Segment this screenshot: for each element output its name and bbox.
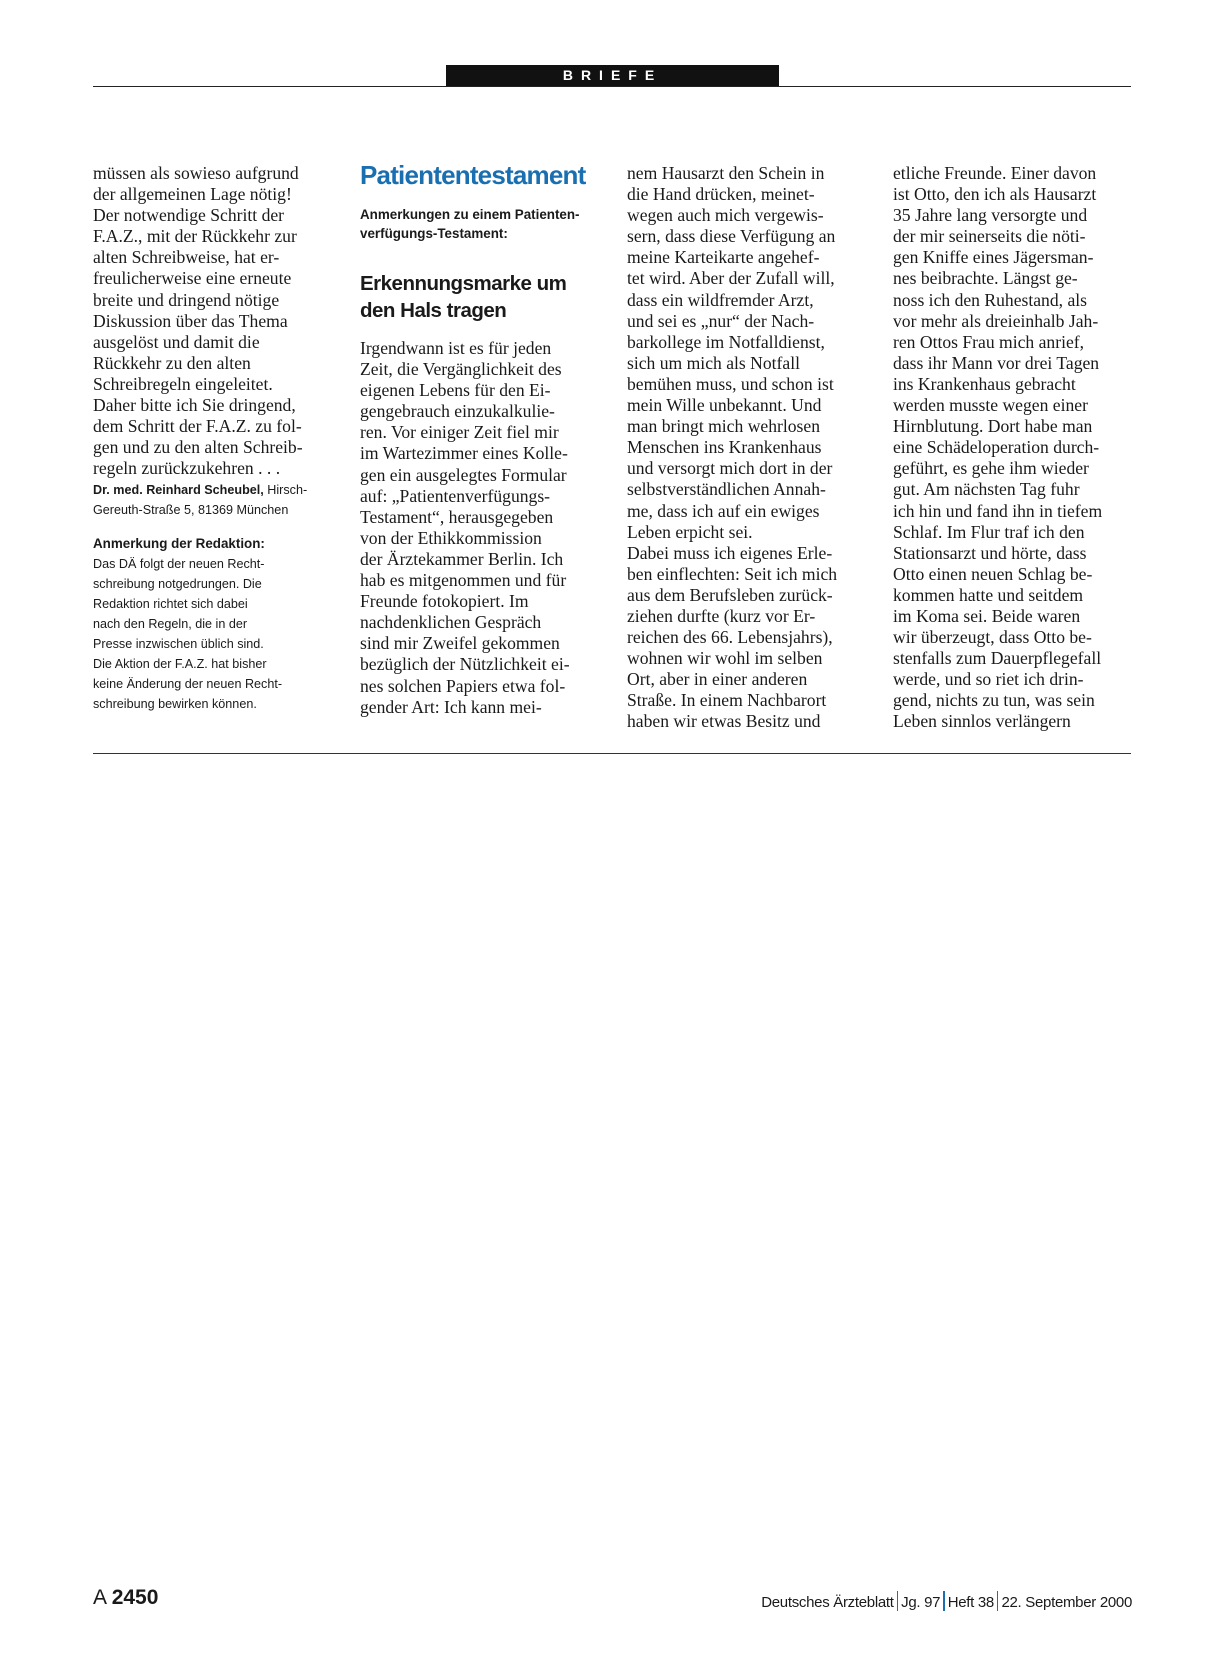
- text-line: ziehen durfte (kurz vor Er-: [627, 605, 816, 626]
- text-line: Schlaf. Im Flur traf ich den: [893, 521, 1085, 542]
- text-line: die Hand drücken, meinet-: [627, 184, 815, 205]
- page-number: [93, 1586, 158, 1610]
- text-line: eine Schädeloperation durch-: [893, 437, 1100, 458]
- text-line: barkollege im Notfalldienst,: [627, 331, 825, 352]
- text-line: selbstverständlichen Annah-: [627, 479, 826, 500]
- signature: [93, 480, 333, 520]
- text-line: nes beibrachte. Längst ge-: [893, 268, 1078, 289]
- footer-separator: [943, 1591, 945, 1611]
- text-line: noss ich den Ruhestand, als: [893, 289, 1087, 310]
- signature-name: Dr. med. Reinhard Scheubel,: [93, 483, 264, 498]
- text-line: ren Ottos Frau mich anrief,: [893, 331, 1085, 352]
- page-prefix: A: [93, 1586, 112, 1609]
- text-line: ich hin und fand ihn in tiefem: [893, 500, 1103, 521]
- text-line: haben wir etwas Besitz und: [627, 711, 821, 732]
- text-line: schreibung notgedrungen. Die: [93, 577, 262, 592]
- text-line: Leben sinnlos verlängern: [893, 711, 1071, 732]
- text-line: gend, nichts zu tun, was sein: [893, 690, 1095, 711]
- text-line: wohnen wir wohl im selben: [627, 648, 823, 669]
- text-line: ren. Vor einiger Zeit fiel mir: [360, 422, 559, 443]
- text-line: Daher bitte ich Sie dringend,: [93, 395, 296, 416]
- text-line: Anmerkungen zu einem Patienten-: [360, 207, 580, 222]
- text-line: der mir seinerseits die nöti-: [893, 226, 1086, 247]
- text-line: bemühen muss, und schon ist: [627, 373, 834, 394]
- journal-volume: Jg. 97: [901, 1594, 941, 1611]
- text-line: wegen auch mich vergewis-: [627, 205, 824, 226]
- text-line: Otto einen neuen Schlag be-: [893, 563, 1093, 584]
- text-line: gen und zu den alten Schreib-: [93, 437, 303, 458]
- text-line: gen Kniffe eines Jägersman-: [893, 247, 1094, 268]
- text-line: müssen als sowieso aufgrund: [93, 163, 299, 183]
- text-line: von der Ethikkommission: [360, 527, 542, 548]
- text-line: Rückkehr zu den alten: [93, 352, 251, 373]
- text-line: gut. Am nächsten Tag fuhr: [893, 479, 1080, 500]
- section-header: BRIEFE: [446, 65, 779, 86]
- signature-address-2: Gereuth-Straße 5, 81369 München: [93, 503, 289, 518]
- journal-name: Deutsches Ärzteblatt: [761, 1594, 894, 1611]
- text-line: Stationsarzt und hörte, dass: [893, 542, 1087, 563]
- text-line: sern, dass diese Verfügung an: [627, 226, 836, 247]
- text-line: gengebrauch einzukalkulie-: [360, 401, 555, 422]
- text-line: Das DÄ folgt der neuen Recht-: [93, 557, 265, 572]
- text-line: sich um mich als Notfall: [627, 352, 800, 373]
- text-line: 35 Jahre lang versorgte und: [893, 205, 1088, 226]
- text-line: mein Wille unbekannt. Und: [627, 395, 822, 416]
- text-line: ausgelöst und damit die: [93, 331, 260, 352]
- text-line: Schreibregeln eingeleitet.: [93, 373, 273, 394]
- text-line: Hirnblutung. Dort habe man: [893, 416, 1093, 437]
- signature-address-1: Hirsch-: [263, 483, 308, 498]
- column-1-text: [93, 163, 333, 479]
- text-line: kommen hatte und seitdem: [893, 584, 1084, 605]
- text-line: der allgemeinen Lage nötig!: [93, 184, 292, 205]
- column-4-text: [893, 163, 1133, 733]
- text-line: werden musste wegen einer: [893, 395, 1088, 416]
- text-line: Diskussion über das Thema: [93, 310, 288, 331]
- text-line: Presse inzwischen üblich sind.: [93, 637, 264, 652]
- text-line: eigenen Lebens für den Ei-: [360, 380, 551, 401]
- text-line: dass ihr Mann vor drei Tagen: [893, 352, 1100, 373]
- text-line: nes solchen Papiers etwa fol-: [360, 675, 566, 696]
- journal-date: 22. September 2000: [1001, 1594, 1132, 1611]
- column-3: [627, 163, 867, 733]
- text-line: und sei es „nur“ der Nach-: [627, 310, 815, 331]
- text-line: meine Karteikarte angehef-: [627, 247, 820, 268]
- footer-separator: [897, 1591, 899, 1611]
- article-intro: [360, 205, 600, 243]
- text-line: Freunde fotokopiert. Im: [360, 591, 529, 612]
- text-line: regeln zurückzukehren . . .: [93, 458, 281, 479]
- text-line: den Hals tragen: [360, 299, 507, 322]
- column-4: [893, 163, 1133, 733]
- header-rule: [93, 86, 1131, 87]
- text-line: aus dem Berufsleben zurück-: [627, 584, 833, 605]
- text-line: reichen des 66. Lebensjahrs),: [627, 627, 833, 648]
- journal-issue: Heft 38: [947, 1594, 994, 1611]
- text-line: wir überzeugt, dass Otto be-: [893, 627, 1092, 648]
- text-line: freulicherweise eine erneute: [93, 268, 292, 289]
- text-line: sind mir Zweifel gekommen: [360, 633, 560, 654]
- page-number-value: 2450: [111, 1586, 159, 1609]
- text-line: Redaktion richtet sich dabei: [93, 597, 248, 612]
- text-line: breite und dringend nötige: [93, 289, 280, 310]
- text-line: stenfalls zum Dauerpflegefall: [893, 648, 1102, 669]
- text-line: dass ein wildfremder Arzt,: [627, 289, 814, 310]
- column-2-text: [360, 338, 600, 718]
- text-line: man bringt mich wehrlosen: [627, 416, 820, 437]
- text-line: nem Hausarzt den Schein in: [627, 163, 825, 183]
- text-line: geführt, es gehe ihm wieder: [893, 458, 1089, 479]
- article-subheading: [360, 270, 600, 324]
- text-line: F.A.Z., mit der Rückkehr zur: [93, 226, 297, 247]
- text-line: alten Schreibweise, hat er-: [93, 247, 280, 268]
- text-line: im Wartezimmer eines Kolle-: [360, 443, 568, 464]
- text-line: nach den Regeln, die in der: [93, 617, 248, 632]
- text-line: Straße. In einem Nachbarort: [627, 690, 827, 711]
- text-line: hab es mitgenommen und für: [360, 570, 567, 591]
- text-line: Dabei muss ich eigenes Erle-: [627, 542, 833, 563]
- text-line: bezüglich der Nützlichkeit ei-: [360, 654, 570, 675]
- column-1: [93, 163, 333, 714]
- text-line: gender Art: Ich kann mei-: [360, 696, 542, 717]
- text-line: Ort, aber in einer anderen: [627, 669, 808, 690]
- text-line: werde, und so riet ich drin-: [893, 669, 1084, 690]
- text-line: gen ein ausgelegtes Formular: [360, 464, 567, 485]
- text-line: Zeit, die Vergänglichkeit des: [360, 359, 562, 380]
- text-line: vor mehr als dreieinhalb Jah-: [893, 310, 1099, 331]
- text-line: Erkennungsmarke um: [360, 272, 567, 295]
- text-line: verfügungs-Testament:: [360, 226, 508, 241]
- text-line: dem Schritt der F.A.Z. zu fol-: [93, 416, 302, 437]
- text-line: me, dass ich auf ein ewiges: [627, 500, 820, 521]
- text-line: Leben erpicht sei.: [627, 521, 753, 542]
- text-line: nachdenklichen Gespräch: [360, 612, 542, 633]
- text-line: auf: „Patientenverfügungs-: [360, 485, 551, 506]
- text-line: ist Otto, den ich als Hausarzt: [893, 184, 1097, 205]
- column-2: [360, 160, 600, 718]
- text-line: schreibung bewirken können.: [93, 697, 257, 712]
- content-bottom-rule: [93, 753, 1131, 754]
- text-line: der Ärztekammer Berlin. Ich: [360, 548, 564, 569]
- text-line: Testament“, herausgegeben: [360, 506, 554, 527]
- text-line: Die Aktion der F.A.Z. hat bisher: [93, 657, 267, 672]
- text-line: Menschen ins Krankenhaus: [627, 437, 822, 458]
- text-line: tet wird. Aber der Zufall will,: [627, 268, 835, 289]
- editor-note-body: [93, 554, 333, 714]
- text-line: und versorgt mich dort in der: [627, 458, 833, 479]
- footer-separator: [997, 1591, 999, 1611]
- column-3-text: [627, 163, 867, 733]
- text-line: Der notwendige Schritt der: [93, 205, 285, 226]
- text-line: keine Änderung der neuen Recht-: [93, 677, 283, 692]
- text-line: ben einflechten: Seit ich mich: [627, 563, 838, 584]
- text-line: im Koma sei. Beide waren: [893, 605, 1081, 626]
- journal-footer: [761, 1591, 1132, 1611]
- editor-note-title: Anmerkung der Redaktion:: [93, 536, 265, 552]
- text-line: ins Krankenhaus gebracht: [893, 373, 1076, 394]
- text-line: Irgendwann ist es für jeden: [360, 338, 552, 358]
- article-title: Patiententestament: [360, 160, 586, 190]
- text-line: etliche Freunde. Einer davon: [893, 163, 1097, 183]
